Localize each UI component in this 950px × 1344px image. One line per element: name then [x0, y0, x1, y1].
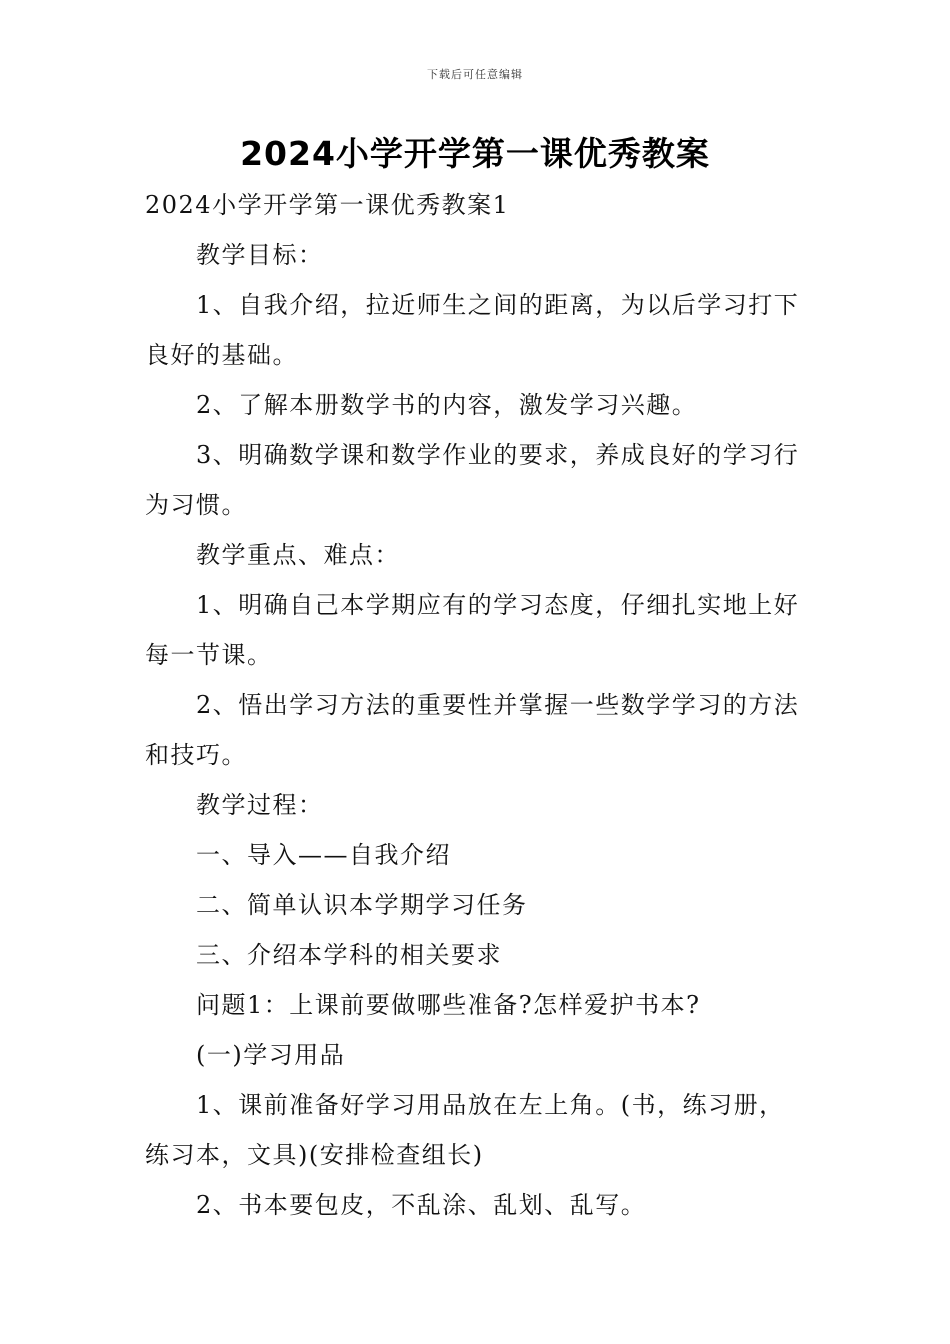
paragraph: 2、了解本册数学书的内容，激发学习兴趣。 — [196, 391, 698, 419]
paragraph: 教学过程： — [196, 791, 324, 819]
paragraph: 3、明确数学课和数学作业的要求，养成良好的学习行为习惯。 — [145, 441, 800, 519]
paragraph: 2、书本要包皮，不乱涂、乱划、乱写。 — [196, 1191, 647, 1219]
document-body — [145, 180, 810, 1230]
paragraph: 1、自我介绍，拉近师生之间的距离，为以后学习打下良好的基础。 — [145, 291, 800, 369]
paragraph: 1、课前准备好学习用品放在左上角。(书，练习册，练习本，文具)(安排检查组长) — [145, 1091, 785, 1169]
section-heading: 2024小学开学第一课优秀教案1 — [145, 191, 510, 219]
header-note: 下载后可任意编辑 — [427, 68, 523, 81]
paragraph: 2、悟出学习方法的重要性并掌握一些数学学习的方法和技巧。 — [145, 691, 800, 769]
paragraph: 问题1：上课前要做哪些准备?怎样爱护书本? — [196, 991, 701, 1019]
paragraph: (一)学习用品 — [196, 1041, 346, 1069]
paragraph: 一、导入——自我介绍 — [196, 841, 451, 869]
paragraph: 三、介绍本学科的相关要求 — [196, 941, 502, 969]
paragraph: 二、简单认识本学期学习任务 — [196, 891, 528, 919]
paragraph: 教学目标： — [196, 241, 324, 269]
document-title: 2024小学开学第一课优秀教案 — [240, 134, 710, 173]
paragraph: 1、明确自己本学期应有的学习态度，仔细扎实地上好每一节课。 — [145, 591, 800, 669]
paragraph: 教学重点、难点： — [196, 541, 400, 569]
